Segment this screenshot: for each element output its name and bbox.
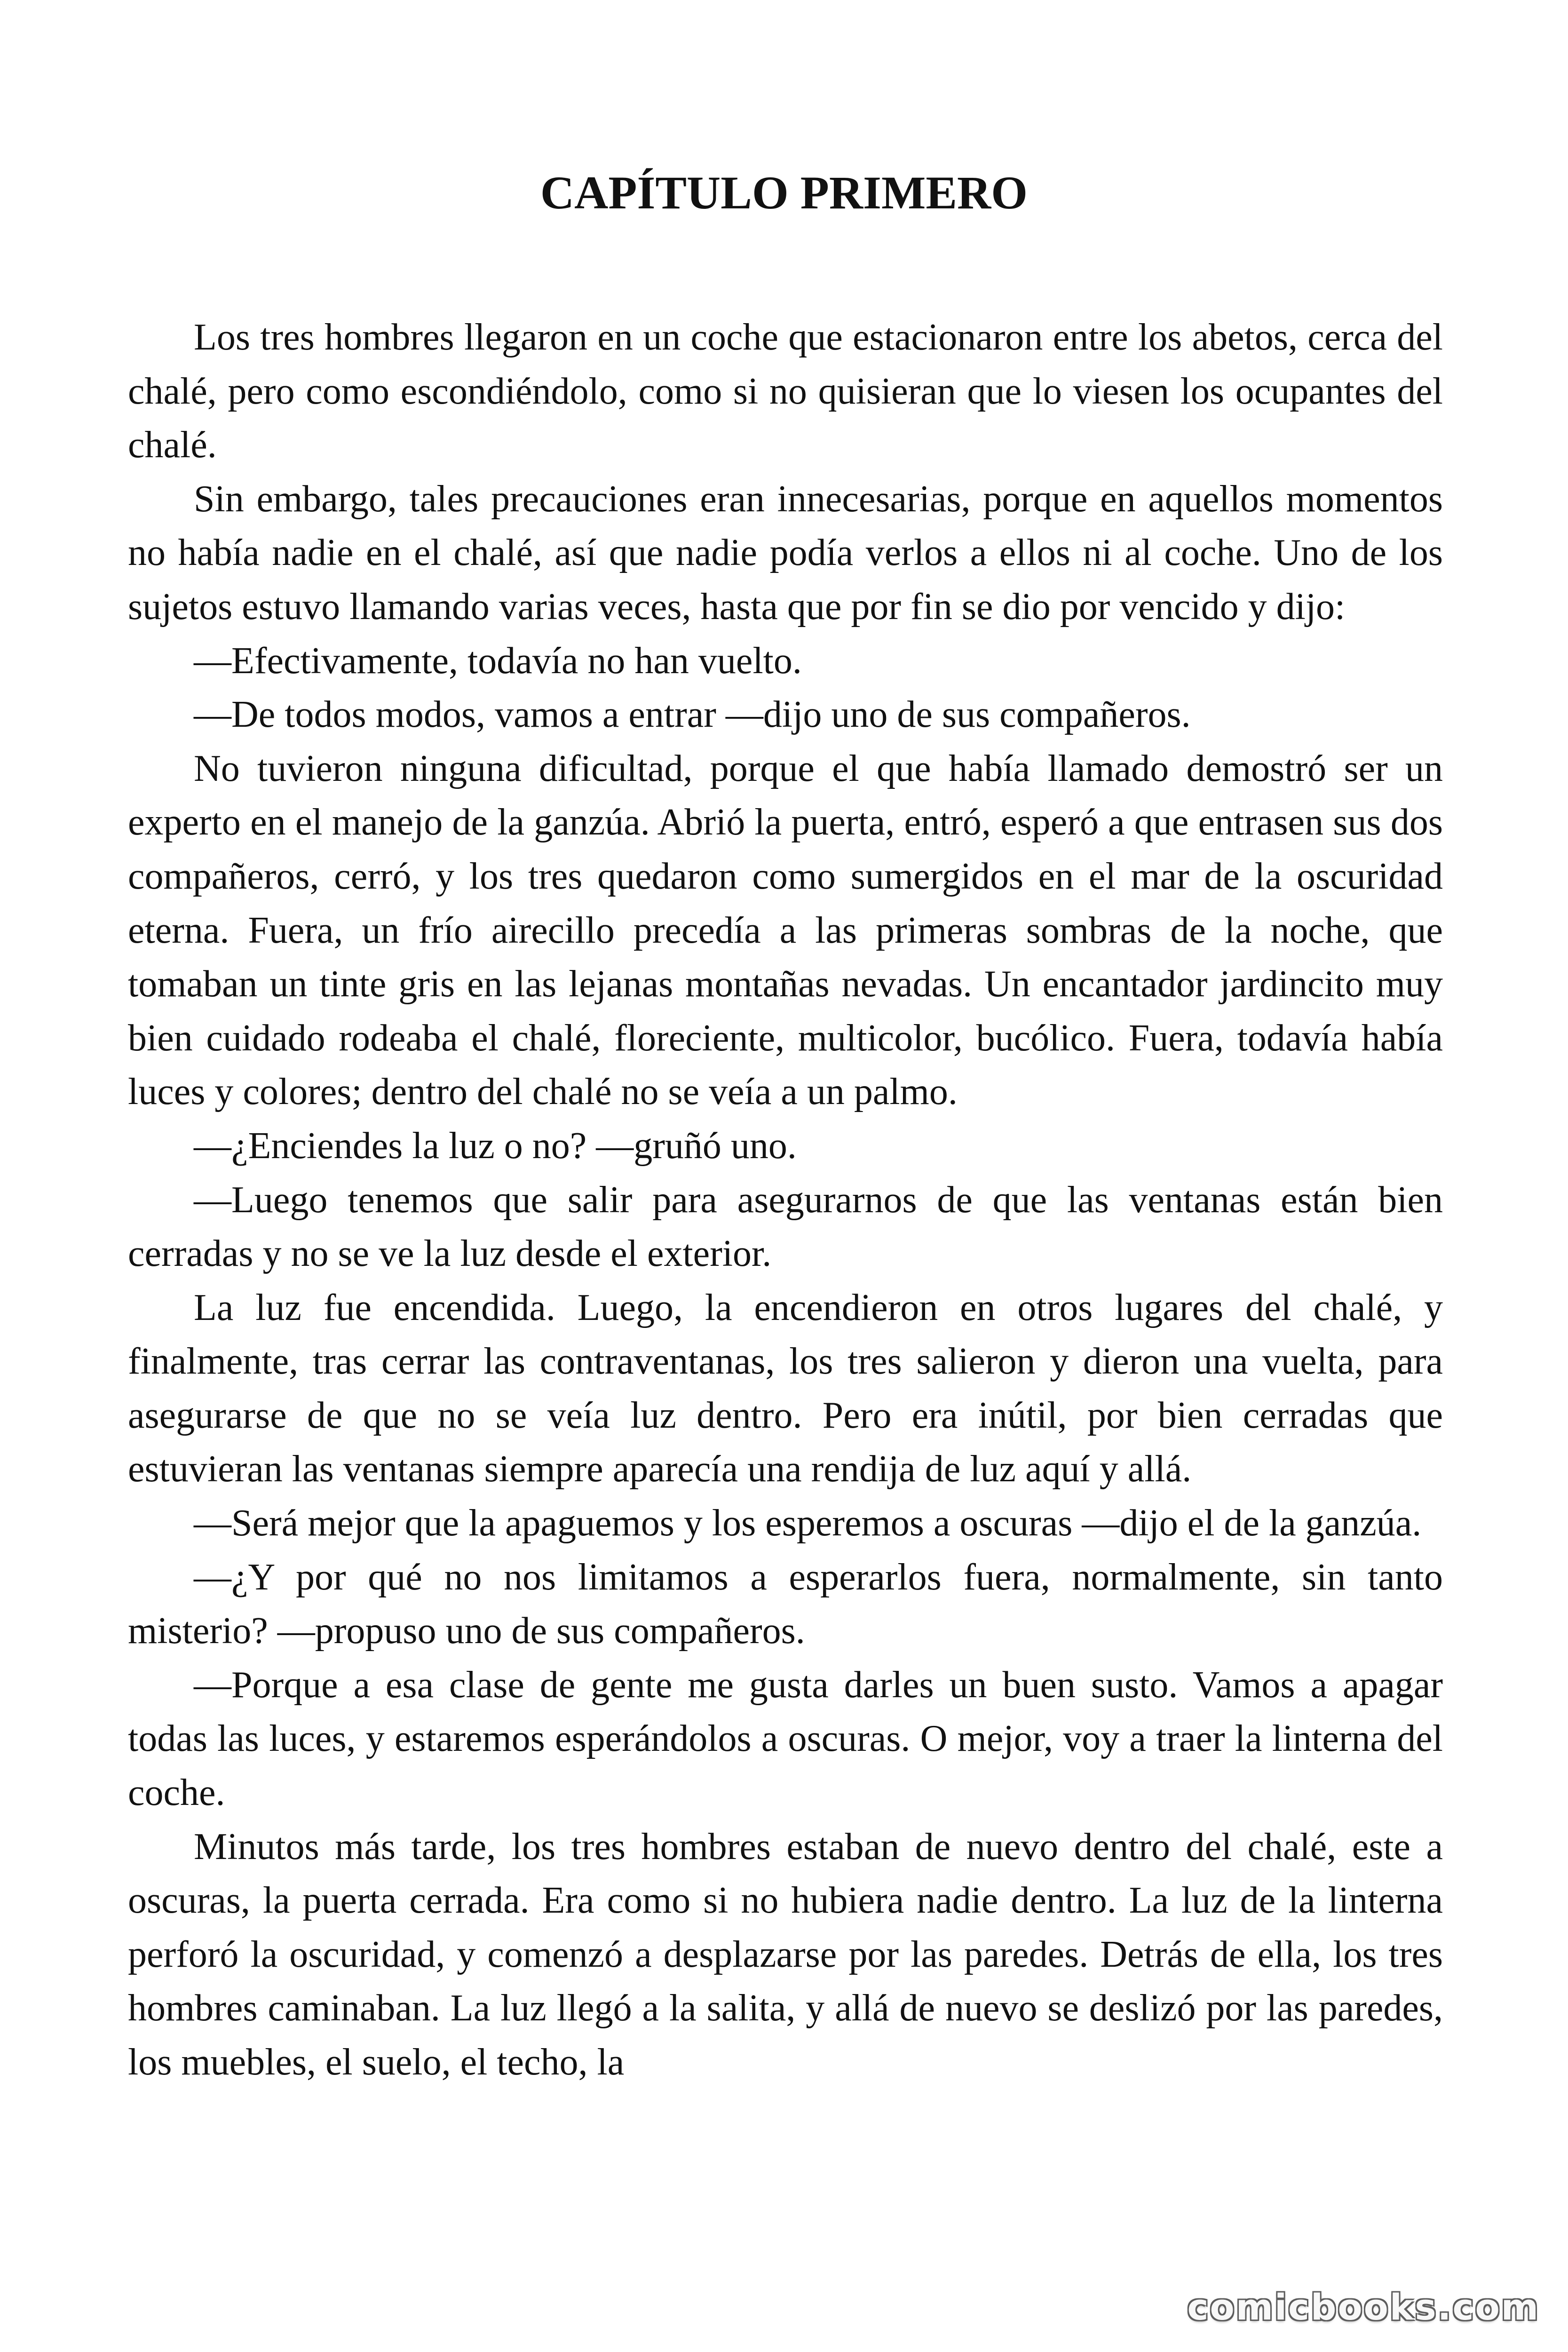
paragraph: —De todos modos, vamos a entrar —dijo uno de sus compañeros. (194, 694, 1191, 736)
paragraph: —Será mejor que la apaguemos y los esperemos a oscuras —dijo el de la ganzúa. (194, 1502, 1422, 1544)
paragraph: —Porque a esa clase de gente me gusta darles un buen susto. Vamos a apagar todas las luces, y estaremos esperándolos a oscuras. O mejor, voy a traer la linterna del coche. (128, 1664, 1443, 1814)
paragraph: —¿Enciendes la luz o no? —gruñó uno. (194, 1125, 797, 1167)
paragraph: —Efectivamente, todavía no han vuelto. (194, 640, 802, 682)
paragraph: —¿Y por qué no nos limitamos a esperarlos fuera, normalmente, sin tanto misterio? —propuso uno de sus compañeros. (128, 1556, 1443, 1652)
watermark-logo: comicbooks.com (1187, 2286, 1540, 2328)
paragraph: La luz fue encendida. Luego, la encendieron en otros lugares del chalé, y finalmente, tras cerrar las contraventanas, los tres salieron y dieron una vuelta, para asegurarse de que no se veía luz dentro. Pero era inútil, por bien cerradas que estuvieran las ventanas siempre aparecía una rendija de luz aquí y allá. (128, 1287, 1443, 1490)
paragraph: Los tres hombres llegaron en un coche que estacionaron entre los abetos, cerca del chalé, pero como escondiéndolo, como si no quisieran que lo viesen los ocupantes del chalé. (128, 317, 1443, 466)
paragraph: Sin embargo, tales precauciones eran innecesarias, porque en aquellos momentos no había nadie en el chalé, así que nadie podía verlos a ellos ni al coche. Uno de los sujetos estuvo llamando varias veces, hasta que por fin se dio por vencido y dijo: (128, 478, 1443, 628)
paragraph: Minutos más tarde, los tres hombres estaban de nuevo dentro del chalé, este a oscuras, la puerta cerrada. Era como si no hubiera nadie dentro. La luz de la linterna perforó la oscuridad, y comenzó a desplazarse por las paredes. Detrás de ella, los tres hombres caminaban. La luz llegó a la salita, y allá de nuevo se deslizó por las paredes, los muebles, el suelo, el techo, la (128, 1826, 1443, 2083)
chapter-title: CAPÍTULO PRIMERO (540, 167, 1028, 219)
paragraph: No tuvieron ninguna dificultad, porque el que había llamado demostró ser un experto en el manejo de la ganzúa. Abrió la puerta, entró, esperó a que entrasen sus dos compañeros, cerró, y los tres quedaron como sumergidos en el mar de la oscuridad eterna. Fuera, un frío airecillo precedía a las primeras sombras de la noche, que tomaban un tinte gris en las lejanas montañas nevadas. Un encantador jardincito muy bien cuidado rodeaba el chalé, floreciente, multicolor, bucólico. Fuera, todavía había luces y colores; dentro del chalé no se veía a un palmo. (128, 747, 1443, 1113)
chapter-body (128, 310, 1443, 2090)
paragraph: —Luego tenemos que salir para asegurarnos de que las ventanas están bien cerradas y no se ve la luz desde el exterior. (128, 1179, 1443, 1275)
